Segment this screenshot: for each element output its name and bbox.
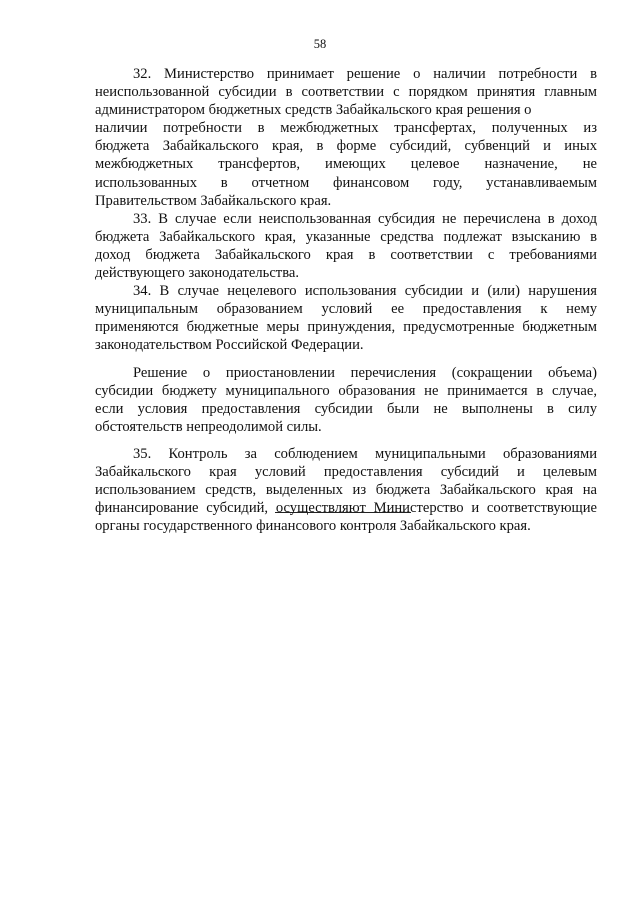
paragraph-35 bbox=[95, 445, 597, 535]
document-body bbox=[95, 65, 597, 535]
text-line: доход бюджета Забайкальского края в соответствии с требованиями bbox=[95, 246, 597, 263]
end-of-document-rule bbox=[275, 512, 411, 513]
text-line: бюджета Забайкальского края, указанные средства подлежат взысканию в bbox=[95, 228, 597, 245]
text-line: обстоятельств непреодолимой силы. bbox=[95, 418, 322, 435]
text-line: финансирование субсидий, осуществляют Министерство и соответствующие bbox=[95, 500, 597, 517]
text-line: 34. В случае нецелевого использования субсидии и (или) нарушения bbox=[133, 283, 597, 300]
text-line: неиспользованной субсидии в соответствии с порядком принятия главным bbox=[95, 84, 597, 101]
text-line: законодательством Российской Федерации. bbox=[95, 337, 364, 354]
text-line: органы государственного финансового контроля Забайкальского края. bbox=[95, 518, 531, 535]
text-line: 35. Контроль за соблюдением муниципальными образованиями bbox=[133, 445, 597, 462]
text-line: субсидии бюджету муниципального образования не принимается в случае, bbox=[95, 382, 597, 399]
text-line: 33. В случае если неиспользованная субсидия не перечислена в доход bbox=[133, 210, 597, 227]
text-line: Правительством Забайкальского края. bbox=[95, 192, 332, 209]
paragraph-32 bbox=[95, 65, 597, 210]
text-line: межбюджетных трансфертов, имеющих целевое назначение, не bbox=[95, 156, 597, 173]
page-number: 58 bbox=[313, 37, 327, 51]
text-line: муниципальным образованием условий ее предоставления к нему bbox=[95, 301, 597, 318]
text-line: Забайкальского края условий предоставления субсидий и целевым bbox=[95, 463, 597, 480]
text-line: использованных в отчетном финансовом году, устанавливаемым bbox=[95, 174, 597, 191]
text-line: действующего законодательства. bbox=[95, 265, 300, 282]
text-line: наличии потребности в межбюджетных трансфертах, полученных из bbox=[95, 120, 597, 137]
text-line: если условия предоставления субсидии были не выполнены в силу bbox=[95, 400, 597, 417]
paragraph-suspension-decision bbox=[95, 364, 597, 436]
text-line: 32. Министерство принимает решение о наличии потребности в bbox=[133, 66, 597, 82]
paragraph-34 bbox=[95, 282, 597, 354]
paragraph-33 bbox=[95, 210, 597, 282]
text-line: применяются бюджетные меры принуждения, предусмотренные бюджетным bbox=[95, 319, 597, 336]
text-line: администратором бюджетных средств Забайкальского края решения о bbox=[95, 102, 532, 119]
text-line: Решение о приостановлении перечисления (сокращении объема) bbox=[133, 364, 597, 381]
text-line: бюджета Забайкальского края, в форме субсидий, субвенций и иных bbox=[95, 138, 597, 155]
text-line: использованием средств, выделенных из бюджета Забайкальского края на bbox=[95, 482, 597, 499]
